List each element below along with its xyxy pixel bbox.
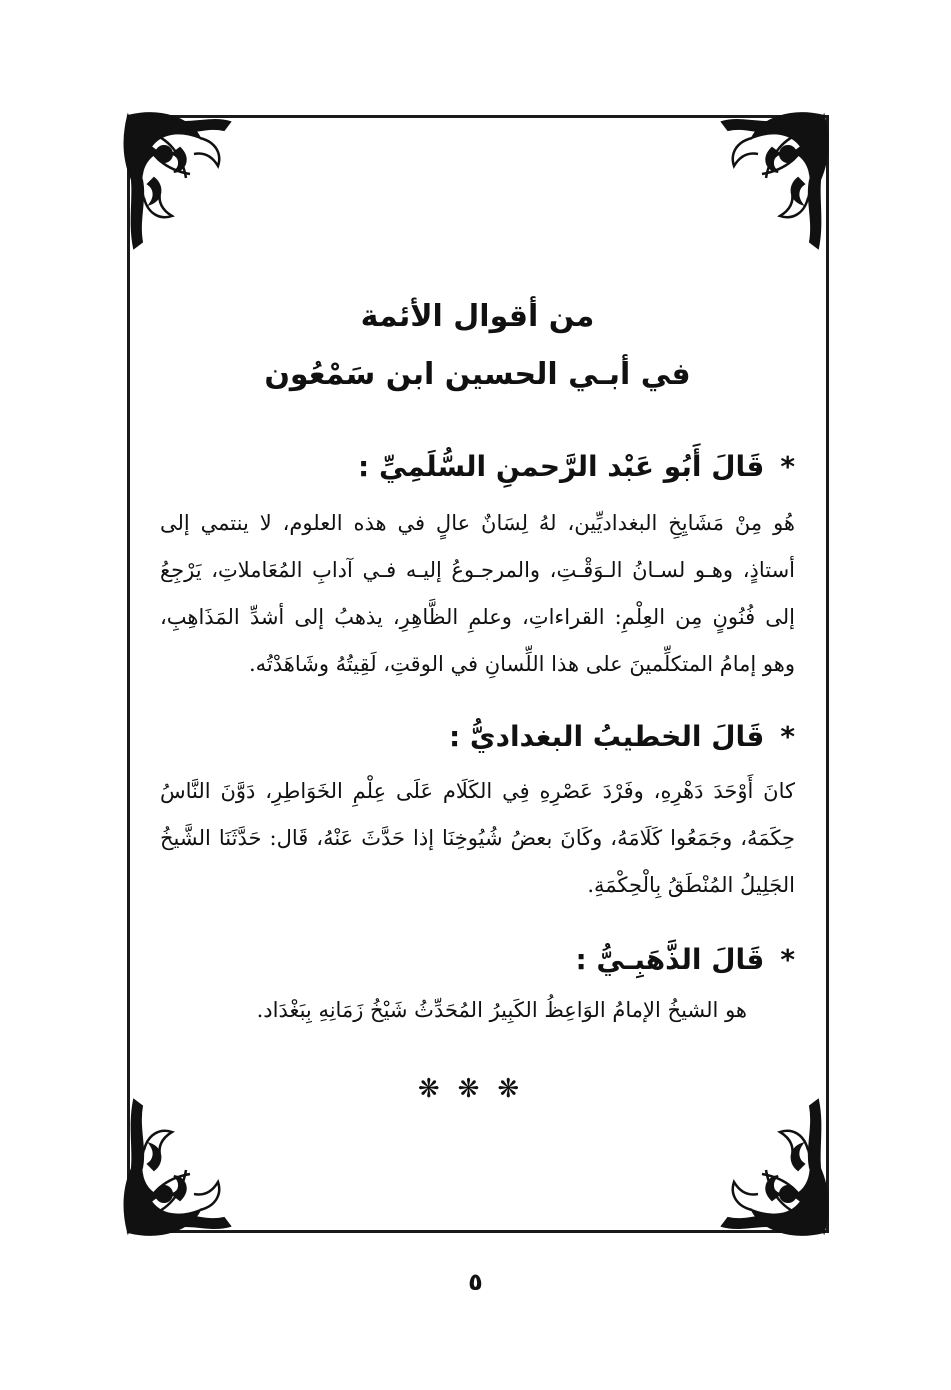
asterisk-bullet-icon: * xyxy=(780,943,795,976)
page-content xyxy=(160,290,795,1104)
page-title-line-1: من أقوال الأئمة xyxy=(360,299,595,334)
section-heading-dhahabi xyxy=(160,935,795,985)
corner-ornament-top-right xyxy=(714,108,832,258)
asterisk-bullet-icon: * xyxy=(780,450,795,483)
arabesque-ornament-icon xyxy=(714,108,832,258)
asterisk-bullet-icon: * xyxy=(780,720,795,753)
section-divider-asterisks: ❋❋❋ xyxy=(417,1074,538,1104)
section-paragraph-sulami: هُو مِنْ مَشَايِخِ البغداديِّين، لهُ لِسَانٌ عالٍ في هذه العلوم، لا ينتمي إلى أستاذٍ، وهـو لسـانُ الـوَقْـتِ، والمرجـوعُ إليـه فـي آدابِ المُعَاملاتِ، يَرْجِعُ إلى فُنُونٍ مِن العِلْمِ: القراءاتِ، وعلمِ الظَّاهِرِ، يذهبُ إلى أشدِّ المَذَاهِبِ، وهو إمامُ المتكلِّمينَ على هذا اللِّسانِ في الوقتِ، لَقِيتُهُ وشَاهَدْتُه. xyxy=(160,511,795,676)
page-number: ٥ xyxy=(468,1268,483,1296)
section-heading-text: قَالَ الذَّهَبِـيُّ : xyxy=(575,943,765,976)
section-heading-khatib xyxy=(160,712,795,762)
arabesque-ornament-icon xyxy=(120,108,238,258)
arabesque-ornament-icon xyxy=(714,1090,832,1240)
section-heading-text: قَالَ أَبُو عَبْد الرَّحمنِ السُّلَمِيِّ : xyxy=(358,450,765,483)
section-heading-text: قَالَ الخطيبُ البغداديُّ : xyxy=(448,720,765,753)
section-paragraph-khatib: كانَ أَوْحَدَ دَهْرِهِ، وفَرْدَ عَصْرِهِ فِي الكَلَام عَلَى عِلْمِ الخَوَاطِرِ، دَوَّنَ النَّاسُ حِكَمَهُ، وجَمَعُوا كَلَامَهُ، وكَانَ بعضُ شُيُوخِنَا إذا حَدَّثَ عَنْهُ، قَال: حَدَّثَنَا الشَّيخُ الجَلِيلُ المُنْطَقُ بِالْحِكْمَةِ. xyxy=(160,779,795,897)
corner-ornament-top-left xyxy=(120,108,238,258)
page-title-line-2: في أبـي الحسين ابن سَمْعُون xyxy=(264,357,691,392)
corner-ornament-bottom-right xyxy=(714,1090,832,1240)
corner-ornament-bottom-left xyxy=(120,1090,238,1240)
section-heading-sulami xyxy=(160,442,795,492)
section-paragraph-dhahabi: هو الشيخُ الإمامُ الوَاعِظُ الكَبِيرُ المُحَدِّثُ شَيْخُ زَمَانِهِ بِبَغْدَاد. xyxy=(256,998,747,1022)
arabesque-ornament-icon xyxy=(120,1090,238,1240)
